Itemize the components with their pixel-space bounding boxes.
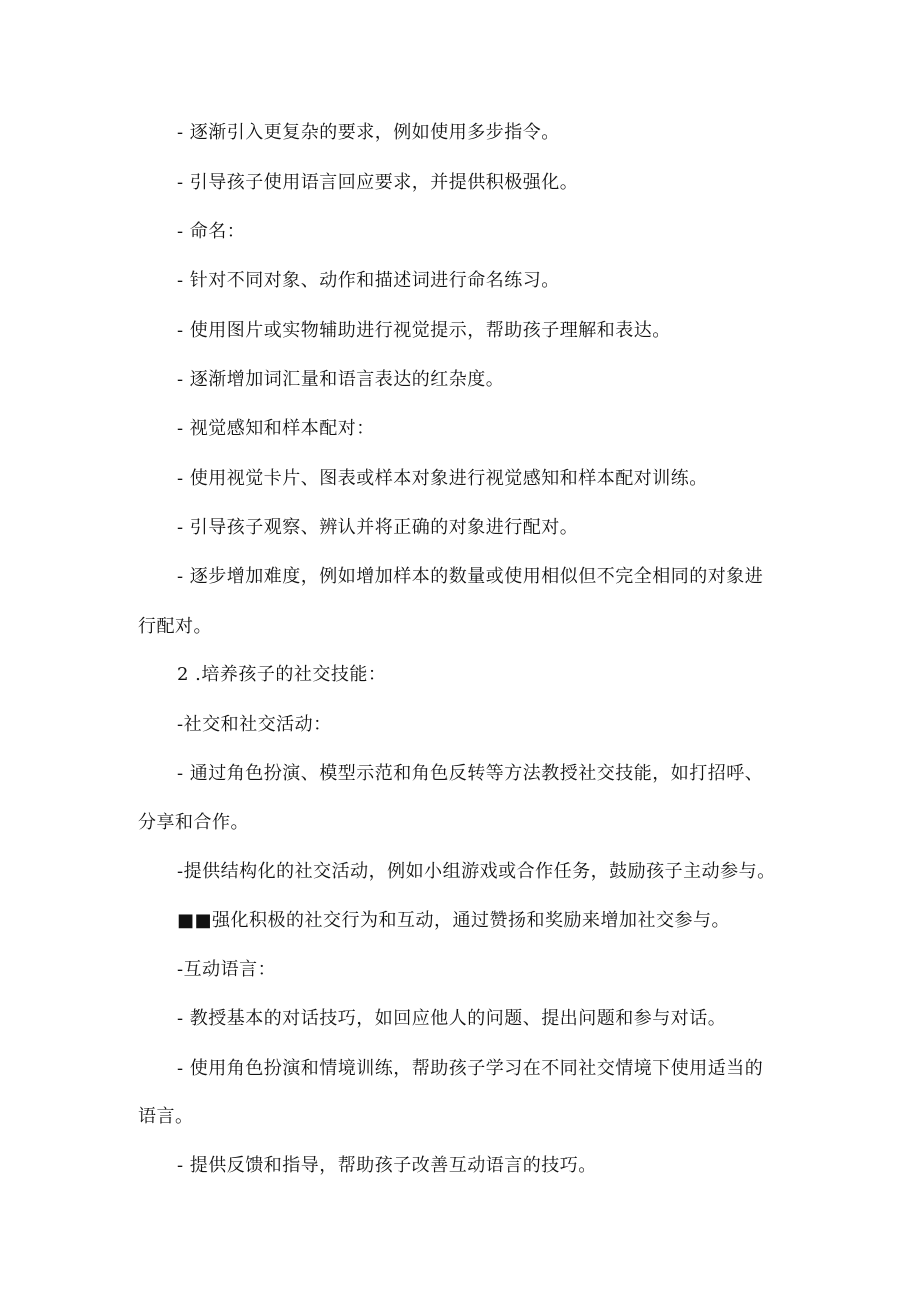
section-heading: 2 .培养孩子的社交技能：: [177, 664, 387, 685]
line-3: - 命名：: [177, 221, 246, 242]
line-2: - 引导孩子使用语言回应要求，并提供积极强化。: [177, 172, 579, 193]
line-22: - 提供反馈和指导，帮助孩子改善互动语言的技巧。: [177, 1155, 597, 1176]
line-6: - 逐渐增加词汇量和语言表达的红杂度。: [177, 369, 505, 390]
line-8: - 使用视觉卡片、图表或样本对象进行视觉感知和样本配对训练。: [177, 468, 708, 489]
line-9: - 引导孩子观察、辨认并将正确的对象进行配对。: [177, 517, 579, 538]
line-13: -社交和社交活动：: [177, 714, 332, 735]
line-20: - 使用角色扮演和情境训练，帮助孩子学习在不同社交情境下使用适当的: [177, 1058, 764, 1079]
line-16: -提供结构化的社交活动，例如小组游戏或合作任务，鼓励孩子主动参与。: [177, 861, 776, 882]
line-19: - 教授基本的对话技巧，如回应他人的问题、提出问题和参与对话。: [177, 1008, 727, 1029]
line-11: 行配对。: [138, 616, 212, 637]
line-18: -互动语言：: [177, 959, 277, 980]
line-21: 语言。: [138, 1106, 194, 1127]
line-5: - 使用图片或实物辅助进行视觉提示，帮助孩子理解和表达。: [177, 320, 671, 341]
line-4: - 针对不同对象、动作和描述词进行命名练习。: [177, 270, 560, 291]
line-1: - 逐渐引入更复杂的要求，例如使用多步指令。: [177, 122, 560, 143]
line-14: - 通过角色扮演、模型示范和角色反转等方法教授社交技能，如打招呼、: [177, 763, 764, 784]
line-17: ■■强化积极的社交行为和互动，通过赞扬和奖励来增加社交参与。: [177, 910, 731, 931]
line-10: - 逐步增加难度，例如增加样本的数量或使用相似但不完全相同的对象进: [177, 566, 764, 587]
line-7: - 视觉感知和样本配对：: [177, 418, 375, 439]
line-15: 分享和合作。: [138, 812, 249, 833]
